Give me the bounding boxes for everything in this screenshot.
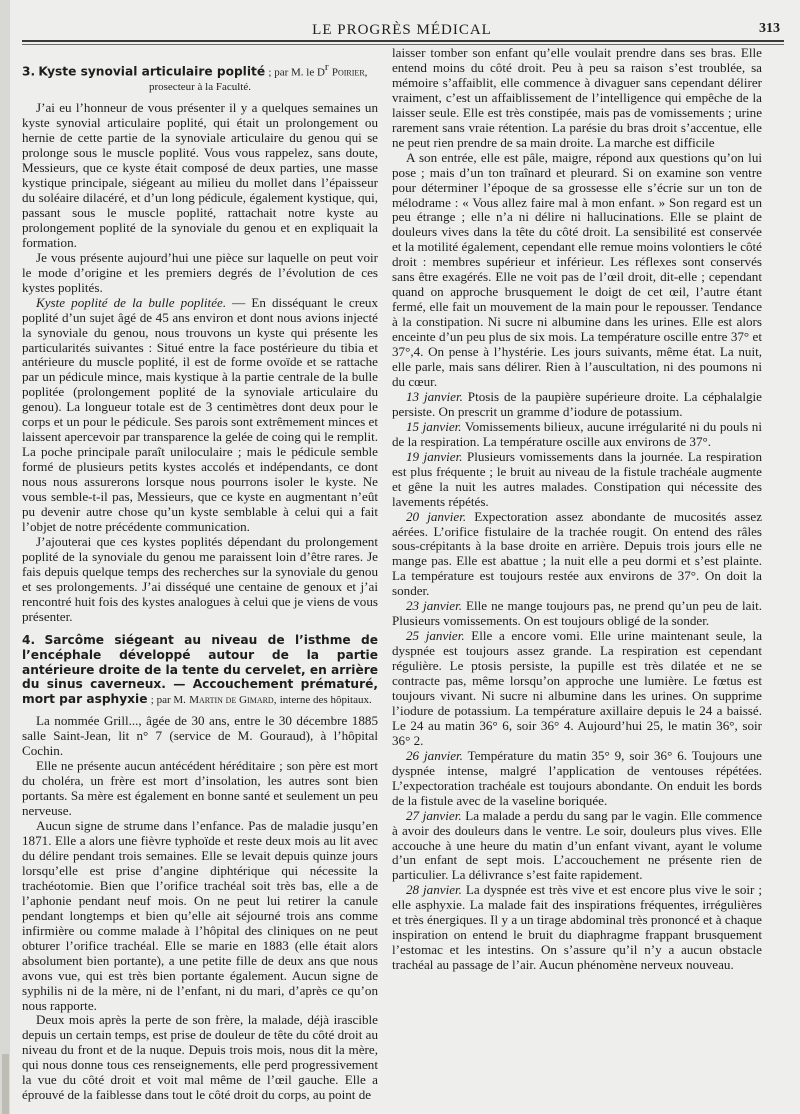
text-15-janvier: Vomissements bilieux, aucune irrégularité ni du pouls ni de la respiration. La température oscille aux environs de 37°. xyxy=(392,418,762,449)
date-20-janvier: 20 janvier. xyxy=(406,508,467,524)
section-3-author-sup: r xyxy=(324,61,329,73)
section-3-author-name: Poirier, xyxy=(331,66,368,79)
page-edge-shadow xyxy=(0,0,10,1114)
entry-15-janvier xyxy=(392,420,762,450)
entry-13-janvier xyxy=(392,390,762,420)
text-23-janvier: Elle ne mange toujours pas, ne prend qu’un peu de lait. Plusieurs vomissements. On est toujours obligé de la sonder. xyxy=(392,598,763,629)
text-13-janvier: Ptosis de la paupière supérieure droite. La céphalalgie persiste. On prescrit un gramme d’iodure de potassium. xyxy=(392,388,762,419)
right-column xyxy=(392,46,762,973)
text-19-janvier: Plusieurs vomissements dans la journée. La respiration est plus fréquente ; le bruit au niveau de la fistule trachéale augmente et gêne la nuit les autres malades. Constipation qui nécessite des lavements répétés. xyxy=(392,448,763,509)
section-4-title: Sarcôme siégeant au niveau de l’isthme de l’encéphale développé autour de la partie antérieure droite de la tente du cervelet, en arrière du sinus caverneux. — Accouchement prématuré, mort par asphyxie xyxy=(22,632,378,707)
text-28-janvier: La dyspnée est très vive et est encore plus vive le soir ; elle asphyxie. La malade fait des inspirations fréquentes, irrégulières et très énergiques. Il y a un tirage abdominal très prononcé et à chaque inspiration on entend le bruit du diaphragme frappant brusquement l’estomac et les intestins. On s’assure qu’il n’y a aucun obstacle trachéal au passage de l’air. Aucun phénomène nerveux nouveau. xyxy=(392,882,763,973)
section-4-paragraph-4: Deux mois après la perte de son frère, la malade, déjà irascible depuis un certain temps, est prise de douleur de tête du côté droit au niveau du front et de la nuque. Depuis trois mois, nous dit la mère, qui nous donne tous ces renseignements, elle perd progressivement la vue du côté droit et voit mal même de l’œil gauche. Elle a éprouvé de la faiblesse dans tout le côté droit du corps, au point de xyxy=(22,1012,378,1103)
section-3-paragraph-3 xyxy=(22,296,378,535)
text-26-janvier: Température du matin 35° 9, soir 36° 6. Toujours une dyspnée intense, malgré l’application de ventouses répétées. L’expectoration trachéale est toujours abondante. On enduit les bords de la fistule avec de la vaseline boriquée. xyxy=(392,747,762,808)
text-25-janvier: Elle a encore vomi. Elle urine maintenant seule, la dyspnée est toujours assez grande. La respiration est cependant régulière. Le ptosis persiste, la pupille est très dilatée et ne se contracte pas, même lorsqu’on approche une lumière. Le fœtus est toujours vivant. Ni sucre ni albumine dans les urines. On supprime l’iodure de potassium. La température axillaire depuis le 24 a baissé. Le 24 au matin 36° 6, soir 36° 4. Aujourd’hui 25, le matin 36°, soir 36° 2. xyxy=(392,628,763,748)
spacer xyxy=(22,625,378,633)
date-25-janvier: 25 janvier. xyxy=(406,628,465,644)
section-4-author-role: interne des hôpitaux. xyxy=(279,694,372,707)
section-3-author-prefix: ; par M. le D xyxy=(268,66,325,79)
section-3-paragraph-2: Je vous présente aujourd’hui une pièce sur laquelle on peut voir le mode d’origine et les premiers degrés de l’évolution de ces kystes poplités. xyxy=(22,249,378,295)
entry-19-janvier xyxy=(392,450,762,510)
entry-27-janvier xyxy=(392,809,762,884)
entry-25-janvier xyxy=(392,629,762,749)
journal-title: LE PROGRÈS MÉDICAL xyxy=(312,22,492,38)
date-13-janvier: 13 janvier. xyxy=(406,388,463,404)
section-4-number: 4. xyxy=(22,632,36,647)
entry-20-janvier xyxy=(392,510,762,600)
text-27-janvier: La malade a perdu du sang par le vagin. Elle commence à avoir des douleurs dans le ventre. Le soir, douleurs plus vives. Elle accouche à une heure du matin d’un enfant vivant, ayant le volume d’un enfant de sept mois. L’accouchement ne présente rien de particulier. La délivrance s’est faite rapidement. xyxy=(392,807,763,883)
section-3-heading xyxy=(22,60,378,80)
page-edge-mark xyxy=(2,1054,9,1114)
continuation-paragraph: laisser tomber son enfant qu’elle voulait prendre dans ses bras. Elle entend moins du côté droit. Peu à peu sa raison s’est troublée, sa mémoire s’affaiblit, elle commence à divaguer sans cependant délirer vraiment, c’est un affaiblissement de l’intelligence qui empêche de la laisser seule. Elle est très constipée, mais pas de vomissements ; urine rarement sans vraie rétention. La parésie du bras droit s’accentue, elle ne peut rien prendre de sa main droite. La marche est difficile xyxy=(392,45,762,150)
header-rule-thick xyxy=(22,40,784,42)
section-3-author-role: prosecteur à la Faculté. xyxy=(148,81,251,94)
section-3-number: 3. xyxy=(22,64,36,79)
section-4-paragraph-1: La nommée Grill..., âgée de 30 ans, entre le 30 décembre 1885 salle Saint-Jean, lit n° 7 (service de M. Gouraud), à l’hôpital Cochin. xyxy=(22,713,378,759)
date-15-janvier: 15 janvier. xyxy=(406,418,462,434)
entry-26-janvier xyxy=(392,749,762,809)
section-3-paragraph-3-text: — En disséquant le creux poplité d’un sujet âgé de 45 ans environ et dont nous avions injecté la synoviale du genou, nous trouvons un kyste qui présente les particularités suivantes : Situé entre la face postérieure du tibia et antérieure du muscle poplité, il est de forme ovoïde et se rattache par un pédicule mince, mais kystique à la partie centrale de la bulle poplitée (prolongement poplité de la synoviale articulaire du genou). La longueur totale est de 3 centimètres dont deux pour le corps et un pour le pédicule. Ses parois sont extrêmement minces et laissent apercevoir par transparence la gelée de coing qui le remplit. La poche principale paraît uniloculaire ; mais le pédicule semble formé de plusieurs petits kystes accolés et indépendants, ce dont nous nous assurerons lorsque nous pourrons isoler le kyste. Ne vous semble-t-il pas, Messieurs, que ce kyste en augmentant n’eût pu devenir autre chose qu’un kyste semblable à celui qui a fait l’objet de notre précédente communication. xyxy=(22,294,378,534)
date-28-janvier: 28 janvier. xyxy=(406,882,462,898)
entry-23-janvier xyxy=(392,599,762,629)
date-27-janvier: 27 janvier. xyxy=(406,807,462,823)
running-header xyxy=(22,20,782,42)
text-20-janvier: Expectoration assez abondante de mucosités assez aérées. L’orifice fistulaire de la trachée rougit. On entend des râles sous-crépitants à la base droite en arrière. Depuis trois jours elle ne mange pas. Elle est abattue ; la nuit elle a peu dormi et s’est plainte. La température est toujours restée aux environs de 37°. On doit la sonder. xyxy=(392,508,763,599)
entry-paragraph: A son entrée, elle est pâle, maigre, répond aux questions qu’on lui pose ; mais d’un ton traînard et pleurard. Si on examine son ventre pour déterminer l’époque de sa grossesse elle s’écrie sur un ton de mélodrame : « Vous allez faire mal à mon enfant. » Son regard est un peu étrange ; elle n’a ni délire ni hallucinations. Elle se plaint de douleurs vives dans la tête du côté droit. La sensibilité est conservée et la motilité également, cependant elle remue moins volontiers le côté droit : membres supérieur et inférieur. Les réflexes sont conservés sans être exagérés. Elle ne voit pas de l’œil droit, dit-elle ; cependant quand on approche brusquement le doigt de cet œil, l’autre étant fermé, elle fait un mouvement de la main pour le repousser. Tendance à la constipation. Ni sucre ni albumine dans les urines. Elle est alors enceinte d’un peu plus de six mois. La température oscille entre 37° et 37°,4. On pense à l’hystérie. Les jours suivants, même état. La nuit, elle parle, mais sans délirer. Rien à l’auscultation, ni des poumons ni du cœur. xyxy=(392,149,762,389)
entry-28-janvier xyxy=(392,883,762,973)
date-23-janvier: 23 janvier. xyxy=(406,598,463,614)
section-3-subheading: Kyste poplité de la bulle poplitée. xyxy=(36,294,227,310)
section-4-heading xyxy=(22,633,378,709)
date-26-janvier: 26 janvier. xyxy=(406,747,463,763)
section-4-author-name: Martin de Gimard, xyxy=(189,694,277,707)
section-3-paragraph-1: J’ai eu l’honneur de vous présenter il y a quelques semaines un kyste synovial articulaire poplité, qui était un prolongement ou hernie de cette partie de la synoviale articulaire du genou qui se prolonge sous le muscle poplité. Vous vous rappelez, sans doute, Messieurs, que ce kyste était composé de deux parties, une masse kystique principale, siégeant au milieu du mollet dans l’épaisseur du soléaire dilacéré, et d’un long pédicule, également kystique, qui, passant sous le muscle poplité, rattachait notre kyste au prolongement poplité de la synoviale du genou et en expliquait la formation. xyxy=(22,100,378,250)
section-4-paragraph-3: Aucun signe de strume dans l’enfance. Pas de maladie jusqu’en 1871. Elle a alors une fièvre typhoïde et reste deux mois au lit avec du délire pendant trois semaines. Elle se levait depuis quinze jours lorsqu’elle est prise d’angine diphtérique qui nécessite la trachéotomie. Bien que l’orifice trachéal soit très bas, elle a de l’aphonie pendant neuf mois. On ne peut lui retirer la canule pendant longtemps et bien qu’elle ait séjourné trois ans comme infirmière ou comme malade à l’hôpital des cliniques on ne peut obturer l’orifice trachéal. Elle se marie en 1883 (elle était alors absolument bien portante), a une petite fille de deux ans que nous avons vue, qui est très bien portante également. Aucun signe de syphilis ni de la mère, ni de l’enfant, ni du mari, d’après ce qu’on nous rapporte. xyxy=(22,818,378,1013)
date-19-janvier: 19 janvier. xyxy=(406,448,463,464)
section-3-paragraph-4: J’ajouterai que ces kystes poplités dépendant du prolongement poplité de la synoviale du genou me paraissent loin d’être rares. Je fais depuis quelque temps des recherches sur la synoviale du genou et ses prolongements. J’ai disséqué une centaine de genoux et j’ai rencontré huit fois des kystes analogues à celui que je viens de vous présenter. xyxy=(22,533,378,624)
left-column xyxy=(22,60,378,1103)
section-4-author-prefix: ; par M. xyxy=(150,694,186,707)
section-3-title: Kyste synovial articulaire poplité xyxy=(38,64,266,79)
section-4-paragraph-2: Elle ne présente aucun antécédent héréditaire ; son père est mort du choléra, un frère est mort d’insolation, les autres sont bien portants. Sa mère est également en bonne santé et seulement un peu nerveuse. xyxy=(22,758,378,819)
page-number: 313 xyxy=(759,21,780,36)
